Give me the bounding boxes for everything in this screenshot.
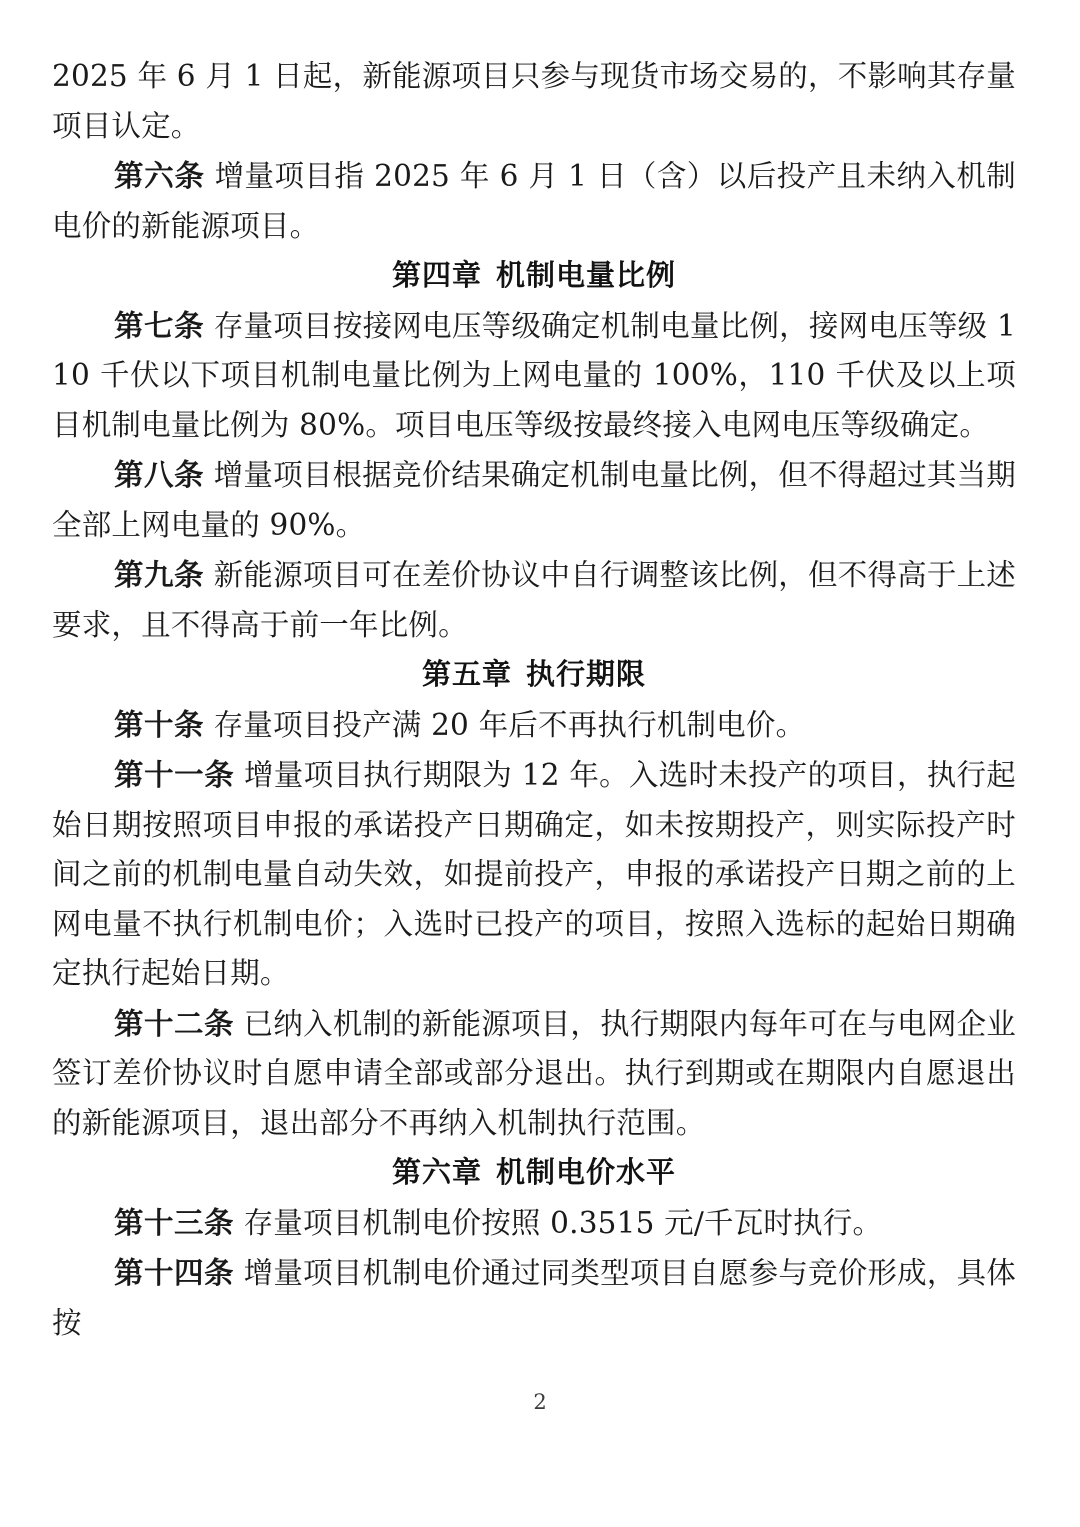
chapter-five-heading — [52, 650, 1016, 700]
article-six — [52, 151, 1016, 251]
paragraph-text: 存量项目按接网电压等级确定机制电量比例，接网电压等级 110 千伏以下项目机制电量比例为上网电量的 100%，110 千伏及以上项目机制电量比例为 80%。项目电压等级按最终接入电网电压等级确定。 — [52, 308, 1017, 442]
chapter-title: 执行期限 — [526, 657, 647, 691]
article-nine — [52, 550, 1016, 650]
paragraph-text: 存量项目投产满 20 年后不再执行机制电价。 — [213, 707, 806, 742]
page-number: 2 — [533, 1390, 547, 1414]
article-label: 第六条 — [114, 158, 205, 193]
article-label: 第十三条 — [114, 1204, 235, 1240]
article-label: 第十一条 — [114, 757, 235, 792]
article-seven — [52, 301, 1016, 451]
paragraph-text: 新能源项目可在差价协议中自行调整该比例，但不得高于上述要求，且不得高于前一年比例。 — [52, 558, 1017, 642]
article-eleven — [52, 750, 1016, 999]
article-label: 第十条 — [114, 706, 205, 742]
paragraph-text: 增量项目根据竞价结果确定机制电量比例，但不得超过其当期全部上网电量的 90%。 — [52, 458, 1017, 542]
article-fourteen — [52, 1248, 1016, 1348]
article-thirteen — [52, 1198, 1016, 1249]
chapter-four-heading — [52, 251, 1016, 301]
article-label: 第九条 — [114, 557, 205, 592]
page-content — [52, 52, 1016, 1348]
chapter-title: 机制电量比例 — [496, 258, 677, 292]
page-footer — [0, 1390, 1080, 1414]
paragraph-text: 增量项目指 2025 年 6 月 1 日（含）以后投产且未纳入机制电价的新能源项目。 — [52, 159, 1016, 243]
chapter-number: 第六章 — [391, 1155, 482, 1189]
article-label: 第八条 — [114, 457, 205, 492]
paragraph-text: 2025 年 6 月 1 日起，新能源项目只参与现货市场交易的，不影响其存量项目认定。 — [52, 59, 1016, 143]
paragraph-text: 增量项目执行期限为 12 年。入选时未投产的项目，执行起始日期按照项目申报的承诺投产日期确定，如未按期投产，则实际投产时间之前的机制电量自动失效，如提前投产，申报的承诺投产日期之前的上网电量不执行机制电价；入选时已投产的项目，按照入选标的起始日期确定执行起始日期。 — [52, 758, 1016, 990]
chapter-title: 机制电价水平 — [496, 1155, 677, 1189]
chapter-six-heading — [52, 1148, 1016, 1198]
article-label: 第十四条 — [114, 1255, 235, 1290]
paragraph-text: 存量项目机制电价按照 0.3515 元/千瓦时执行。 — [243, 1205, 883, 1240]
paragraph-text: 已纳入机制的新能源项目，执行期限内每年可在与电网企业签订差价协议时自愿申请全部或部分退出。执行到期或在期限内自愿退出的新能源项目，退出部分不再纳入机制执行范围。 — [52, 1006, 1016, 1140]
article-label: 第七条 — [114, 307, 205, 343]
article-eight — [52, 450, 1016, 550]
paragraph-text: 增量项目机制电价通过同类型项目自愿参与竞价形成，具体按 — [52, 1256, 1016, 1340]
chapter-number: 第四章 — [391, 258, 482, 292]
article-twelve — [52, 999, 1016, 1149]
chapter-number: 第五章 — [421, 657, 512, 691]
article-label: 第十二条 — [114, 1005, 235, 1041]
paragraph-article-five-continuation — [52, 52, 1016, 151]
article-ten — [52, 700, 1016, 751]
